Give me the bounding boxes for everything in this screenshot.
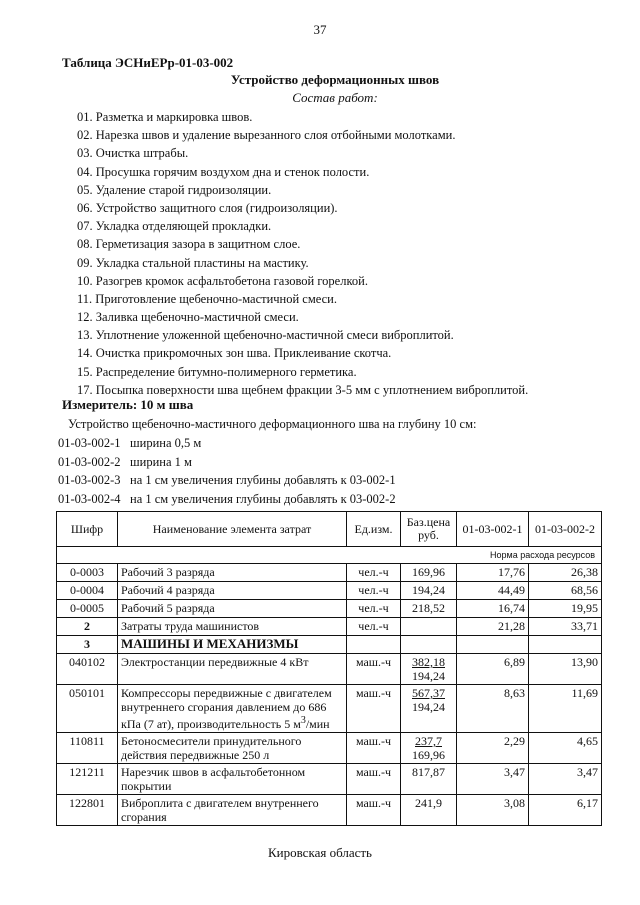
row-unit: маш.-ч [347,795,401,826]
work-item: 09. Укладка стальной пластины на мастику. [77,255,309,270]
work-item: 13. Уплотнение уложенной щебеночно-мастичной смеси виброплитой. [77,328,454,343]
code-row [58,453,396,472]
row-name: Виброплита с двигателем внутреннего сгорания [118,795,347,826]
code-row [58,434,396,453]
work-item: 15. Распределение битумно-полимерного герметика. [77,364,357,379]
table-row [57,764,602,795]
row-name-text: Компрессоры передвижные с двигателем внутреннего сгорания давлением до 686 кПа (7 ат), производительность 5 м [121,686,332,731]
row-name: Рабочий 5 разряда [118,600,347,618]
row-unit: чел.-ч [347,600,401,618]
row-name: МАШИНЫ И МЕХАНИЗМЫ [118,636,347,654]
row-code: 040102 [57,654,118,685]
work-item: 14. Очистка прикромочных зон шва. Приклеивание скотча. [77,346,392,361]
table-header-row [57,512,602,547]
row-code: 110811 [57,733,118,764]
work-item: 08. Герметизация зазора в защитном слое. [77,237,301,252]
table-section-row [57,636,602,654]
row-unit: маш.-ч [347,764,401,795]
code-id: 01-03-002-2 [58,454,121,469]
row-value-2: 11,69 [529,685,602,733]
row-value-1: 8,63 [457,685,529,733]
row-price: 169,96 [401,564,457,582]
row-price [401,654,457,685]
row-price-main: 237,7 [415,734,442,748]
norm-row [57,547,602,564]
row-name: Рабочий 4 разряда [118,582,347,600]
row-name-sup: 3 [300,715,306,726]
resources-table [56,511,602,826]
table-row [57,733,602,764]
row-code: 0-0003 [57,564,118,582]
code-id: 01-03-002-3 [58,473,121,487]
row-value-2: 13,90 [529,654,602,685]
code-list [58,434,396,508]
code-text: на 1 см увеличения глубины добавлять к 03-002-1 [130,473,396,487]
header-col1: 01-03-002-1 [457,512,529,547]
work-item: 17. Посыпка поверхности шва щебнем фракции 3-5 мм с уплотнением виброплитой. [77,382,529,397]
row-value-1: 16,74 [457,600,529,618]
header-name: Наименование элемента затрат [118,512,347,547]
row-price-sub: 194,24 [412,669,445,683]
row-price [401,733,457,764]
table-title: Таблица ЭСНиЕРр-01-03-002 [62,55,234,70]
row-unit: маш.-ч [347,733,401,764]
works-list [77,108,528,399]
row-value-1: 21,28 [457,618,529,636]
row-value-1: 3,47 [457,764,529,795]
table-row [57,685,602,733]
row-value-2: 26,38 [529,564,602,582]
code-text: на 1 см увеличения глубины добавлять к 03-002-2 [130,491,396,506]
row-price-sub: 194,24 [412,700,445,714]
work-item: 11. Приготовление щебеночно-мастичной смеси. [77,291,337,306]
row-value-1: 2,29 [457,733,529,764]
header-unit: Ед.изм. [347,512,401,547]
row-code: 3 [57,636,118,654]
code-text: ширина 0,5 м [130,436,202,450]
row-unit [347,636,401,654]
row-value-1: 6,89 [457,654,529,685]
section-title: Устройство деформационных швов [230,72,440,87]
row-unit: маш.-ч [347,685,401,733]
work-description: Устройство щебеночно-мастичного деформационного шва на глубину 10 см: [68,417,477,431]
table-row [57,654,602,685]
row-value-1: 44,49 [457,582,529,600]
header-col2: 01-03-002-2 [529,512,602,547]
table-row [57,600,602,618]
work-item: 05. Удаление старой гидроизоляции. [77,182,272,197]
header-price-line2: руб. [418,528,439,542]
row-name: Рабочий 3 разряда [118,564,347,582]
table-row [57,564,602,582]
row-price-main: 567,37 [412,686,445,700]
table-row [57,618,602,636]
work-item: 03. Очистка штрабы. [77,146,189,161]
row-name-tail: /мин [305,717,330,731]
page-number: 37 [313,22,327,37]
row-value-2: 33,71 [529,618,602,636]
row-name [118,685,347,733]
row-code: 0-0004 [57,582,118,600]
code-row [58,471,396,490]
row-price-sub: 169,96 [412,748,445,762]
row-price [401,618,457,636]
work-item: 06. Устройство защитного слоя (гидроизоляции). [77,200,338,215]
work-item: 01. Разметка и маркировка швов. [77,110,253,124]
row-value-1 [457,636,529,654]
row-name: Затраты труда машинистов [118,618,347,636]
row-unit: чел.-ч [347,582,401,600]
row-value-1: 3,08 [457,795,529,826]
work-item: 10. Разогрев кромок асфальтобетона газовой горелкой. [77,273,368,288]
row-code: 2 [57,618,118,636]
table-row [57,582,602,600]
row-value-2: 68,56 [529,582,602,600]
code-text: ширина 1 м [130,454,192,469]
row-code: 121211 [57,764,118,795]
work-item: 04. Просушка горячим воздухом дна и стенок полости. [77,164,370,179]
row-price [401,636,457,654]
row-value-2: 4,65 [529,733,602,764]
row-value-2 [529,636,602,654]
work-item: 12. Заливка щебеночно-мастичной смеси. [77,310,299,325]
header-code: Шифр [57,512,118,547]
row-value-2: 3,47 [529,764,602,795]
row-price: 241,9 [401,795,457,826]
row-value-2: 6,17 [529,795,602,826]
row-name: Нарезчик швов в асфальтобетонном покрытии [118,764,347,795]
row-unit: маш.-ч [347,654,401,685]
row-name: Электростанции передвижные 4 кВт [118,654,347,685]
work-item: 02. Нарезка швов и удаление вырезанного слоя отбойными молотками. [77,128,456,143]
row-price: 218,52 [401,600,457,618]
code-id: 01-03-002-4 [58,491,121,506]
row-value-1: 17,76 [457,564,529,582]
header-price [401,512,457,547]
row-code: 122801 [57,795,118,826]
row-unit: чел.-ч [347,618,401,636]
row-code: 050101 [57,685,118,733]
row-code: 0-0005 [57,600,118,618]
norm-label: Норма расхода ресурсов [57,547,602,564]
code-row [58,490,396,509]
header-price-line1: Баз.цена [406,515,451,529]
composition-title: Состав работ: [292,90,378,105]
row-value-2: 19,95 [529,600,602,618]
work-item: 07. Укладка отделяющей прокладки. [77,219,272,234]
table-row [57,795,602,826]
row-price: 194,24 [401,582,457,600]
row-price-main: 382,18 [412,655,445,669]
row-price: 817,87 [401,764,457,795]
code-id: 01-03-002-1 [58,436,121,450]
meter-label: Измеритель: 10 м шва [62,397,194,412]
row-price [401,685,457,733]
page-footer: Кировская область [267,845,372,860]
row-unit: чел.-ч [347,564,401,582]
row-name: Бетоносмесители принудительного действия передвижные 250 л [118,733,347,764]
